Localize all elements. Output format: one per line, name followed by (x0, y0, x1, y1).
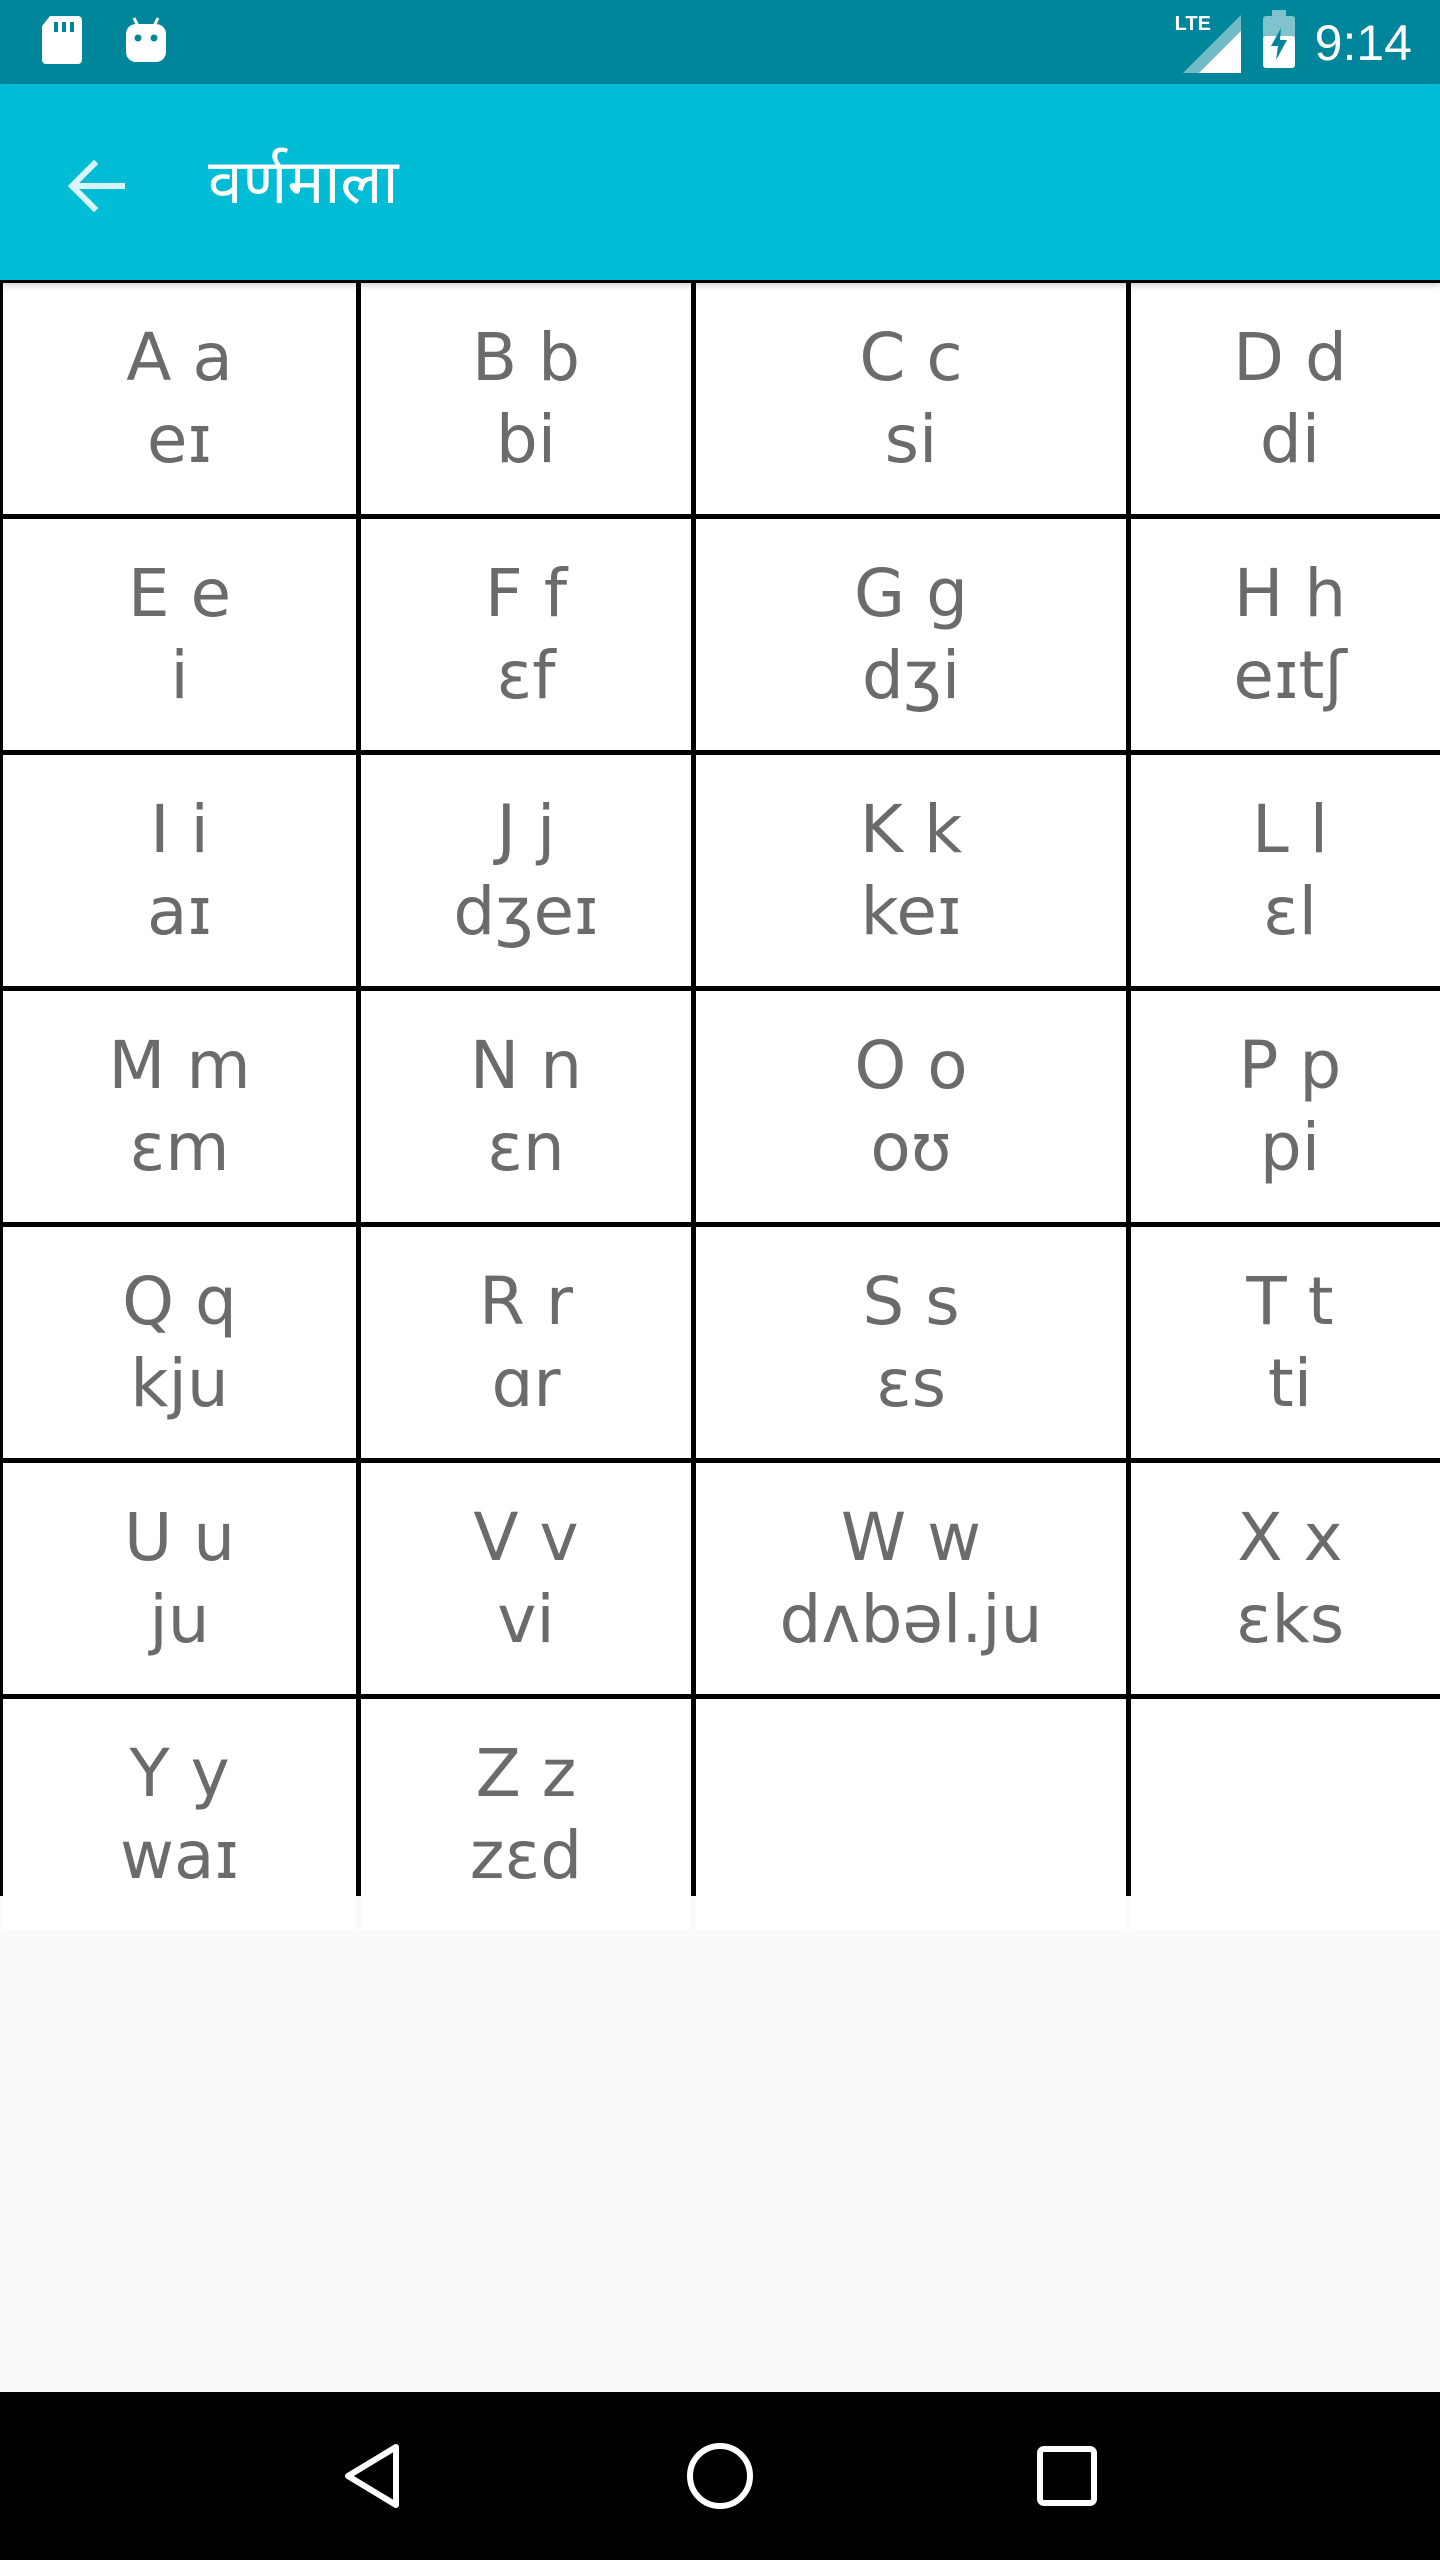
status-bar (0, 0, 1440, 84)
letter-cell[interactable] (1131, 283, 1440, 514)
letter-cell[interactable] (3, 755, 356, 986)
back-button[interactable] (44, 134, 148, 238)
letter-label: X x (1237, 1498, 1343, 1576)
letter-cell[interactable] (3, 1463, 356, 1694)
pronunciation-label: eɪtʃ (1233, 636, 1347, 714)
letter-cell[interactable] (696, 519, 1126, 750)
arrow-left-icon (64, 154, 128, 218)
letter-label: R r (479, 1262, 573, 1340)
battery-charging-icon (1261, 10, 1297, 75)
pronunciation-label: ɛs (875, 1344, 947, 1422)
triangle-back-icon (338, 2441, 408, 2511)
letter-label: V v (473, 1498, 579, 1576)
letter-label: M m (108, 1026, 251, 1104)
letter-cell[interactable] (361, 1699, 691, 1930)
pronunciation-label: oʊ (870, 1108, 952, 1186)
lte-signal-icon (1174, 11, 1243, 75)
letter-cell[interactable] (3, 991, 356, 1222)
letter-cell[interactable] (361, 1227, 691, 1458)
pronunciation-label: waɪ (120, 1816, 239, 1894)
pronunciation-label: ɛn (487, 1108, 565, 1186)
pronunciation-label: aɪ (147, 872, 212, 950)
letter-label: C c (859, 318, 963, 396)
empty-cell (1131, 1699, 1440, 1930)
letter-label: Y y (129, 1734, 230, 1812)
page-title: वर्णमाला (208, 145, 399, 218)
pronunciation-label: ɑr (491, 1344, 561, 1422)
letter-cell[interactable] (1131, 1463, 1440, 1694)
pronunciation-label: vi (497, 1580, 555, 1658)
circle-home-icon (685, 2441, 755, 2511)
pronunciation-label: bi (495, 400, 557, 478)
letter-cell[interactable] (1131, 755, 1440, 986)
network-type-label: LTE (1174, 12, 1211, 35)
navigation-bar (0, 2392, 1440, 2560)
pronunciation-label: si (884, 400, 938, 478)
alphabet-grid (0, 280, 1440, 1896)
letter-cell[interactable] (361, 283, 691, 514)
empty-cell (696, 1699, 1126, 1930)
letter-cell[interactable] (361, 755, 691, 986)
pronunciation-label: di (1259, 400, 1321, 478)
letter-label: Q q (122, 1262, 237, 1340)
pronunciation-label: zɛd (469, 1816, 583, 1894)
nav-back-button[interactable] (313, 2416, 433, 2536)
pronunciation-label: kju (130, 1344, 229, 1422)
sd-card-icon (40, 14, 84, 71)
letter-cell[interactable] (3, 1227, 356, 1458)
letter-label: E e (127, 554, 232, 632)
letter-label: B b (471, 318, 581, 396)
notification-icons (40, 14, 168, 71)
letter-label: U u (123, 1498, 236, 1576)
system-indicators (1174, 10, 1412, 75)
letter-label: D d (1233, 318, 1347, 396)
letter-label: J j (496, 790, 556, 868)
letter-cell[interactable] (696, 1227, 1126, 1458)
letter-label: N n (469, 1026, 583, 1104)
letter-cell[interactable] (361, 1463, 691, 1694)
pronunciation-label: dʒeɪ (453, 872, 599, 950)
letter-label: H h (1233, 554, 1347, 632)
pronunciation-label: ti (1267, 1344, 1313, 1422)
letter-cell[interactable] (3, 1699, 356, 1930)
pronunciation-label: ɛks (1235, 1580, 1345, 1658)
letter-label: L l (1251, 790, 1329, 868)
nav-recents-button[interactable] (1007, 2416, 1127, 2536)
nav-home-button[interactable] (660, 2416, 780, 2536)
letter-label: I i (150, 790, 209, 868)
letter-label: S s (862, 1262, 960, 1340)
pronunciation-label: i (170, 636, 189, 714)
pronunciation-label: ju (149, 1580, 210, 1658)
letter-label: W w (840, 1498, 982, 1576)
letter-cell[interactable] (1131, 519, 1440, 750)
pronunciation-label: dʒi (861, 636, 961, 714)
letter-label: O o (854, 1026, 968, 1104)
clock: 9:14 (1314, 14, 1412, 71)
pronunciation-label: keɪ (860, 872, 962, 950)
letter-cell[interactable] (361, 519, 691, 750)
app-bar (0, 84, 1440, 280)
letter-cell[interactable] (696, 283, 1126, 514)
letter-label: T t (1246, 1262, 1334, 1340)
letter-label: A a (126, 318, 233, 396)
letter-cell[interactable] (696, 755, 1126, 986)
pronunciation-label: ɛm (129, 1108, 230, 1186)
letter-cell[interactable] (3, 283, 356, 514)
letter-cell[interactable] (696, 991, 1126, 1222)
letter-cell[interactable] (3, 519, 356, 750)
letter-cell[interactable] (696, 1463, 1126, 1694)
pronunciation-label: dʌbəl.ju (779, 1580, 1043, 1658)
pronunciation-label: eɪ (146, 400, 213, 478)
pronunciation-label: pi (1259, 1108, 1321, 1186)
letter-cell[interactable] (1131, 1227, 1440, 1458)
letter-label: P p (1238, 1026, 1342, 1104)
letter-label: Z z (475, 1734, 577, 1812)
letter-cell[interactable] (1131, 991, 1440, 1222)
square-recents-icon (1032, 2441, 1102, 2511)
letter-label: F f (484, 554, 568, 632)
pronunciation-label: ɛf (496, 636, 556, 714)
letter-label: G g (853, 554, 969, 632)
letter-cell[interactable] (361, 991, 691, 1222)
letter-label: K k (859, 790, 963, 868)
android-icon (124, 16, 168, 69)
pronunciation-label: ɛl (1262, 872, 1317, 950)
